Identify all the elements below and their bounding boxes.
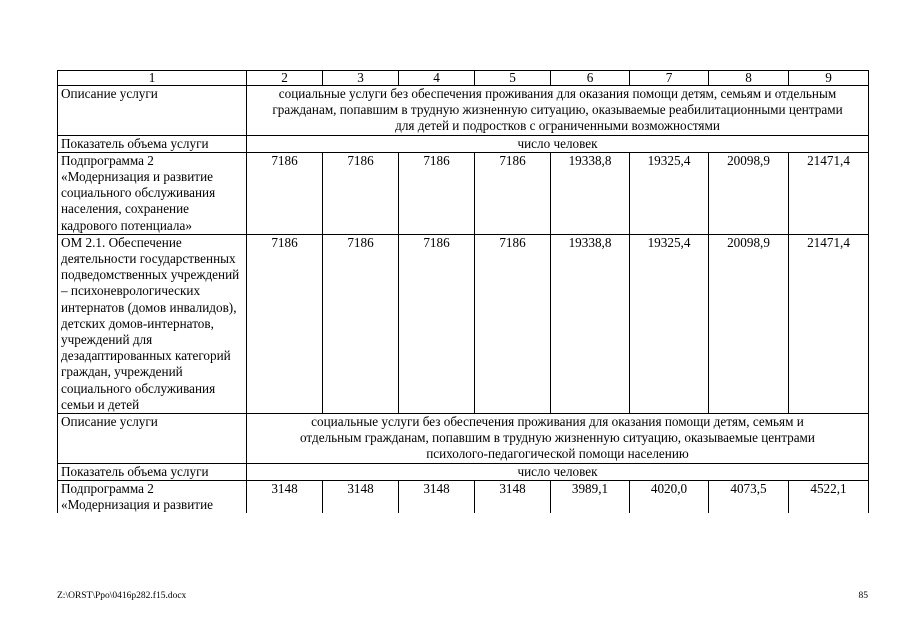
cell-value: 20098,9 (709, 152, 789, 234)
cell-value: 3148 (323, 480, 399, 513)
indicator-label: Показатель объема услуги (58, 463, 247, 480)
cell-value: 7186 (323, 234, 399, 413)
cell-value: 3148 (475, 480, 551, 513)
column-header: 3 (323, 71, 399, 86)
description-text: социальные услуги без обеспечения проживания для оказания помощи детям, семьям и отдельным гражданам, попавшим в трудную жизненную ситуацию, оказываемые центрами психолого-педагогической помощи населению (247, 414, 869, 464)
column-header: 5 (475, 71, 551, 86)
row-name: ОМ 2.1. Обеспечение деятельности государственных подведомственных учреждений – психоневрологических интернатов (домов инвалидов), детских домов-интернатов, учреждений для дезадаптированных категорий граждан, учреждений социального обслуживания семьи и детей (58, 234, 247, 413)
footer-file-path: Z:\ORST\Ppo\0416p282.f15.docx (57, 591, 187, 601)
service-description-row (58, 414, 869, 464)
description-label: Описание услуги (58, 414, 247, 464)
column-header: 8 (709, 71, 789, 86)
description-label: Описание услуги (58, 86, 247, 136)
indicator-row (58, 135, 869, 152)
cell-value: 21471,4 (789, 152, 869, 234)
cell-value: 3989,1 (551, 480, 630, 513)
header-row (58, 71, 869, 86)
data-table (57, 70, 869, 513)
cell-value: 3148 (399, 480, 475, 513)
cell-value: 7186 (247, 152, 323, 234)
cell-value: 7186 (399, 152, 475, 234)
page-number: 85 (858, 591, 868, 601)
cell-value: 7186 (247, 234, 323, 413)
table-row (58, 234, 869, 413)
cell-value: 7186 (475, 152, 551, 234)
column-header: 6 (551, 71, 630, 86)
table-row (58, 152, 869, 234)
row-name: Подпрограмма 2 «Модернизация и развитие (58, 480, 247, 513)
service-description-row (58, 86, 869, 136)
cell-value: 19338,8 (551, 234, 630, 413)
table-row (58, 480, 869, 513)
column-header: 9 (789, 71, 869, 86)
cell-value: 7186 (399, 234, 475, 413)
indicator-label: Показатель объема услуги (58, 135, 247, 152)
cell-value: 20098,9 (709, 234, 789, 413)
description-text: социальные услуги без обеспечения проживания для оказания помощи детям, семьям и отдельным гражданам, попавшим в трудную жизненную ситуацию, оказываемые реабилитационными центрами для детей и подростков с ограниченными возможностями (247, 86, 869, 136)
cell-value: 4020,0 (630, 480, 709, 513)
cell-value: 7186 (475, 234, 551, 413)
cell-value: 21471,4 (789, 234, 869, 413)
indicator-value: число человек (247, 135, 869, 152)
cell-value: 19338,8 (551, 152, 630, 234)
column-header: 7 (630, 71, 709, 86)
cell-value: 19325,4 (630, 234, 709, 413)
cell-value: 3148 (247, 480, 323, 513)
column-header: 1 (58, 71, 247, 86)
column-header: 2 (247, 71, 323, 86)
cell-value: 19325,4 (630, 152, 709, 234)
indicator-row (58, 463, 869, 480)
cell-value: 4073,5 (709, 480, 789, 513)
cell-value: 7186 (323, 152, 399, 234)
cell-value: 4522,1 (789, 480, 869, 513)
row-name: Подпрограмма 2 «Модернизация и развитие социального обслуживания населения, сохранение кадрового потенциала» (58, 152, 247, 234)
column-header: 4 (399, 71, 475, 86)
indicator-value: число человек (247, 463, 869, 480)
